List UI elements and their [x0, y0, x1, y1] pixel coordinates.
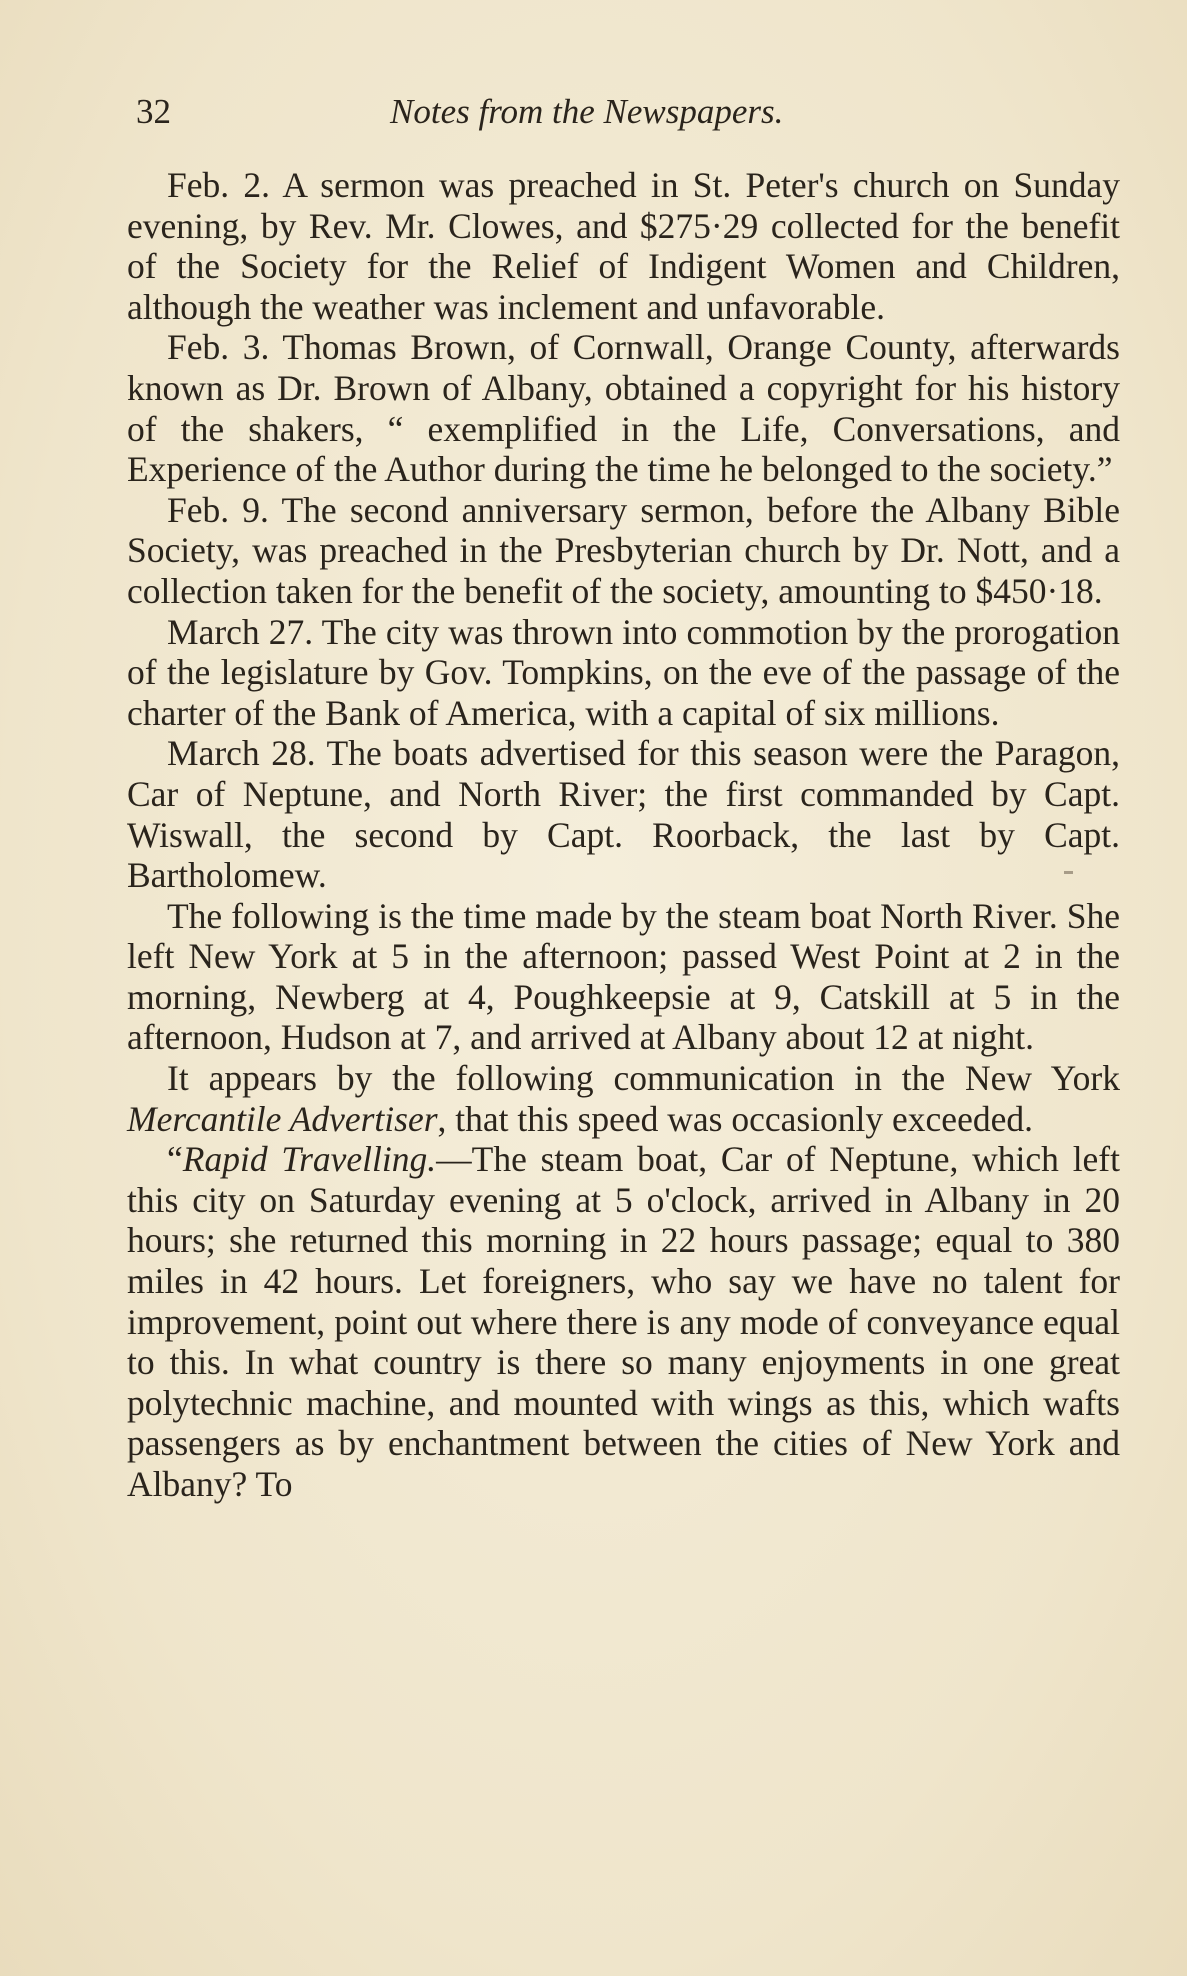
paragraph-north-river-timing: The following is the time made by the steam boat North River. She left New York at 5 in the afternoon; passed West Point at 2 in the morning, Newberg at 4, Poughkeepsie at 9, Catskill at 5 in the afternoon, Hudson at 7, and arrived at Albany about 12 at night. — [127, 895, 1120, 1058]
stray-ink-mark — [1064, 871, 1073, 874]
running-head: Notes from the Newspapers. — [390, 92, 784, 131]
paragraph-rapid-travelling-quote — [127, 1139, 1120, 1504]
paragraph-march-27: March 27. The city was thrown into commotion by the prorogation of the legislature by Gov. Tompkins, on the eve of the passage of the charter of the Bank of America, with a capital of six millions. — [127, 611, 1120, 733]
quote-body: —The steam boat, Car of Neptune, which left this city on Saturday evening at 5 o'clock, arrived in Albany in 20 hours; she returned this morning in 22 hours passage; equal to 380 miles in 42 hours. Let foreigners, who say we have no talent for improvement, point out where there is any mode of conveyance equal to this. In what country is there so many enjoyments in one great polytechnic machine, and mounted with wings as this, which wafts passengers as by enchantment between the cities of New York and Albany? To — [127, 1139, 1120, 1504]
quote-heading: Rapid Travelling. — [182, 1139, 437, 1180]
paragraph-feb-3: Feb. 3. Thomas Brown, of Cornwall, Orange County, afterwards known as Dr. Brown of Albany, obtained a copyright for his history of the shakers, “ exemplified in the Life, Conversations, and Experience of the Author during the time he belonged to the society.” — [127, 327, 1120, 490]
body-text — [127, 165, 1120, 1505]
page-header — [136, 92, 1058, 142]
advertiser-text-after: , that this speed was occasionly exceeded. — [437, 1098, 1033, 1139]
paragraph-advertiser — [127, 1058, 1120, 1139]
paragraph-march-28: March 28. The boats advertised for this season were the Paragon, Car of Neptune, and North River; the first commanded by Capt. Wiswall, the second by Capt. Roorback, the last by Capt. Bartholomew. — [127, 733, 1120, 896]
advertiser-text-before: It appears by the following communication in the New York — [167, 1058, 1120, 1099]
paragraph-feb-9: Feb. 9. The second anniversary sermon, before the Albany Bible Society, was preached in the Presbyterian church by Dr. Nott, and a collection taken for the benefit of the society, amounting to $450·18. — [127, 489, 1120, 611]
paragraph-feb-2: Feb. 2. A sermon was preached in St. Peter's church on Sunday evening, by Rev. Mr. Clowes, and $275·29 collected for the benefit of the Society for the Relief of Indigent Women and Children, although the weather was inclement and unfavorable. — [127, 165, 1120, 327]
page-number: 32 — [136, 92, 171, 131]
newspaper-title: Mercantile Advertiser — [127, 1098, 438, 1139]
opening-quote-mark: “ — [167, 1139, 183, 1180]
